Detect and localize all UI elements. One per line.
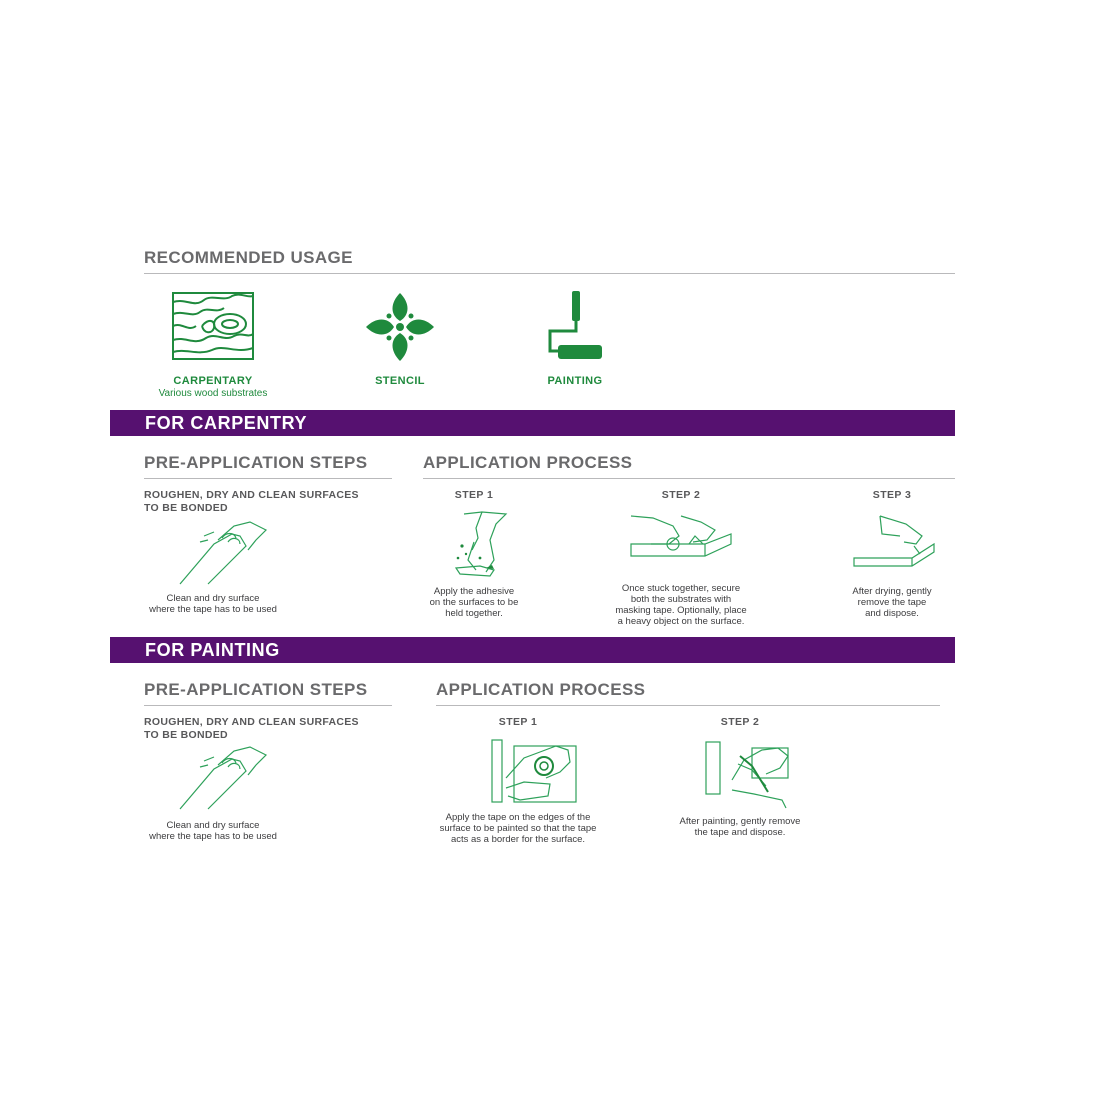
remove-tape-icon <box>852 514 936 570</box>
painting-step1-title: STEP 1 <box>498 716 538 728</box>
usage-label-stencil: STENCIL <box>375 375 425 387</box>
carpentry-pre-subtitle-line2: TO BE BONDED <box>144 502 228 514</box>
carpentry-pre-caption: Clean and dry surface where the tape has to be used <box>149 593 277 615</box>
painting-band-title: FOR PAINTING <box>145 640 280 660</box>
usage-divider <box>144 273 955 274</box>
wood-grain-icon <box>172 292 254 360</box>
paint-roller-icon <box>546 291 604 361</box>
carpentry-step3-caption: After drying, gently remove the tape and dispose. <box>852 586 932 619</box>
painting-app-title: APPLICATION PROCESS <box>436 680 646 699</box>
carpentry-app-title: APPLICATION PROCESS <box>423 453 633 472</box>
carpentry-step2-title: STEP 2 <box>661 489 701 501</box>
painting-step1-caption: Apply the tape on the edges of the surface to be painted so that the tape acts as a border for the surface. <box>439 812 597 845</box>
painting-pre-title: PRE-APPLICATION STEPS <box>144 680 368 699</box>
painting-step2-caption: After painting, gently remove the tape and dispose. <box>679 816 801 838</box>
painting-step2-title: STEP 2 <box>720 716 760 728</box>
carpentry-pre-divider <box>144 478 392 479</box>
hand-wiping-icon <box>178 520 270 588</box>
painting-app-divider <box>436 705 940 706</box>
carpentry-step3-title: STEP 3 <box>872 489 912 501</box>
securing-substrates-icon <box>629 514 733 574</box>
carpentry-band-title: FOR CARPENTRY <box>145 413 308 433</box>
carpentry-pre-subtitle-line1: ROUGHEN, DRY AND CLEAN SURFACES <box>144 489 359 501</box>
carpentry-app-divider <box>423 478 955 479</box>
stencil-flower-icon <box>364 291 436 363</box>
carpentry-step2-caption: Once stuck together, secure both the substrates with masking tape. Optionally, place a heavy object on the surface. <box>615 583 747 627</box>
carpentry-pre-subtitle <box>144 489 359 515</box>
usage-label-painting: PAINTING <box>547 375 603 387</box>
recommended-usage-title: RECOMMENDED USAGE <box>144 248 353 267</box>
carpentry-band <box>110 410 955 436</box>
carpentry-pre-title: PRE-APPLICATION STEPS <box>144 453 368 472</box>
painting-pre-subtitle <box>144 716 359 742</box>
adhesive-application-icon <box>450 510 510 580</box>
usage-sublabel-carpentary: Various wood substrates <box>158 388 268 399</box>
peel-tape-icon <box>704 740 790 810</box>
painting-band <box>110 637 955 663</box>
hand-wiping-icon <box>178 745 270 813</box>
painting-pre-subtitle-line2: TO BE BONDED <box>144 729 228 741</box>
apply-tape-icon <box>490 738 582 806</box>
carpentry-step1-caption: Apply the adhesive on the surfaces to be held together. <box>429 586 519 619</box>
painting-pre-subtitle-line1: ROUGHEN, DRY AND CLEAN SURFACES <box>144 716 359 728</box>
painting-pre-caption: Clean and dry surface where the tape has to be used <box>149 820 277 842</box>
painting-pre-divider <box>144 705 392 706</box>
carpentry-step1-title: STEP 1 <box>454 489 494 501</box>
usage-label-carpentary: CARPENTARY <box>173 375 253 387</box>
